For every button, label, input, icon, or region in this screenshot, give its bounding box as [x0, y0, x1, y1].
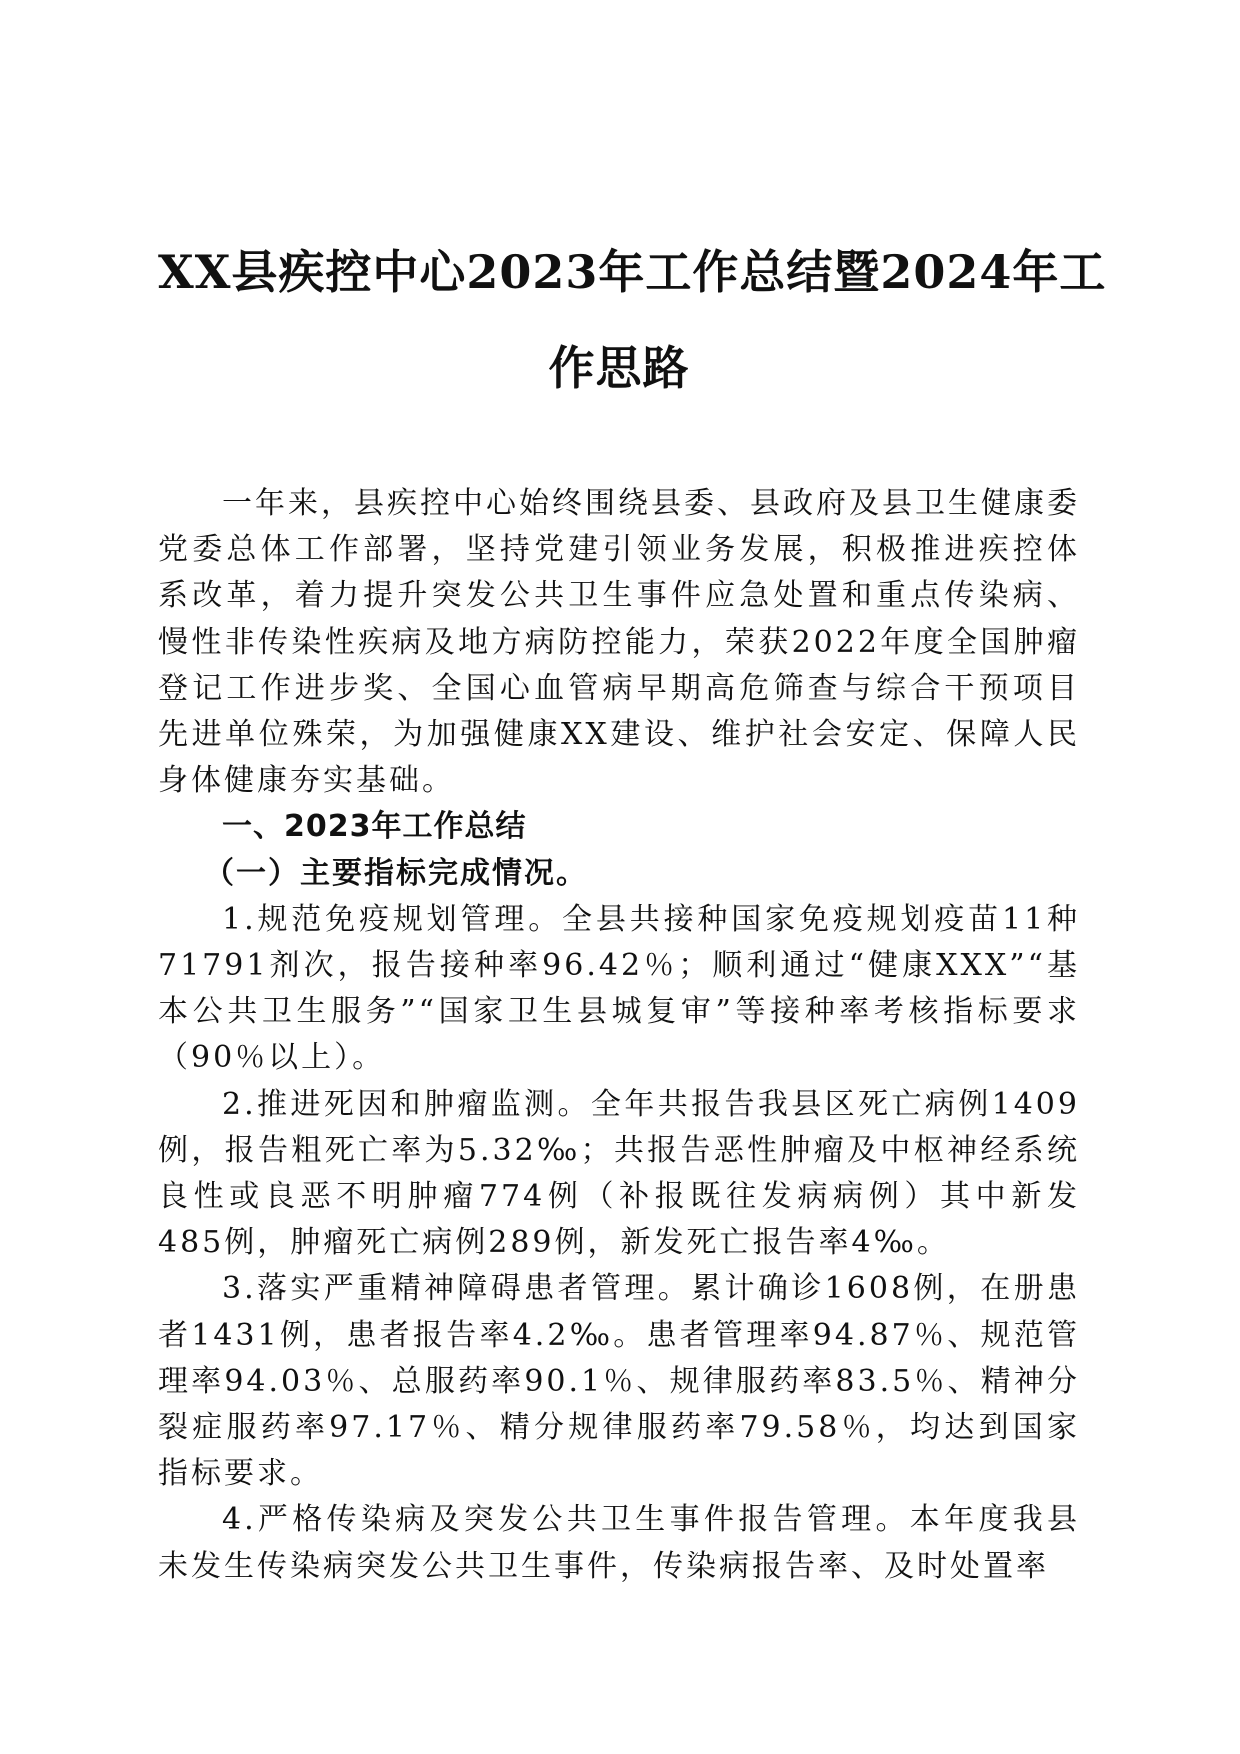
subsection-1-heading: （一）主要指标完成情况。 [204, 855, 588, 891]
section-1-heading: 一、2023年工作总结 [222, 809, 527, 845]
document-title [158, 224, 1107, 416]
document-body [158, 481, 1080, 1590]
intro-paragraph: 一年来，县疾控中心始终围绕县委、县政府及县卫生健康委党委总体工作部署，坚持党建引领业务发展，积极推进疾控体系改革，着力提升突发公共卫生事件应急处置和重点传染病、慢性非传染性疾病及地方病防控能力，荣获2022年度全国肿瘤登记工作进步奖、全国心血管病早期高危筛查与综合干预项目先进单位殊荣，为加强健康XX建设、维护社会安定、保障人民身体健康夯实基础。 [158, 486, 1080, 799]
title-line-1: XX县疾控中心2023年工作总结暨2024年工 [158, 245, 1107, 299]
document-page [158, 224, 1107, 1590]
item-2-paragraph: 2.推进死因和肿瘤监测。全年共报告我县区死亡病例1409例，报告粗死亡率为5.32‰；共报告恶性肿瘤及中枢神经系统良性或良恶不明肿瘤774例（补报既往发病病例）其中新发485例，肿瘤死亡病例289例，新发死亡报告率4‰。 [158, 1086, 1080, 1261]
item-3-paragraph: 3.落实严重精神障碍患者管理。累计确诊1608例，在册患者1431例，患者报告率4.2‰。患者管理率94.87％、规范管理率94.03％、总服药率90.1％、规律服药率83.5％、精神分裂症服药率97.17％、精分规律服药率79.58％，均达到国家指标要求。 [158, 1271, 1080, 1492]
title-line-2: 作思路 [548, 341, 690, 395]
item-1-paragraph: 1.规范免疫规划管理。全县共接种国家免疫规划疫苗11种71791剂次，报告接种率96.42％；顺利通过“健康XXX”“基本公共卫生服务”“国家卫生县城复审”等接种率考核指标要求（90％以上）。 [158, 901, 1080, 1076]
item-4-paragraph: 4.严格传染病及突发公共卫生事件报告管理。本年度我县未发生传染病突发公共卫生事件，传染病报告率、及时处置率 [158, 1502, 1080, 1584]
